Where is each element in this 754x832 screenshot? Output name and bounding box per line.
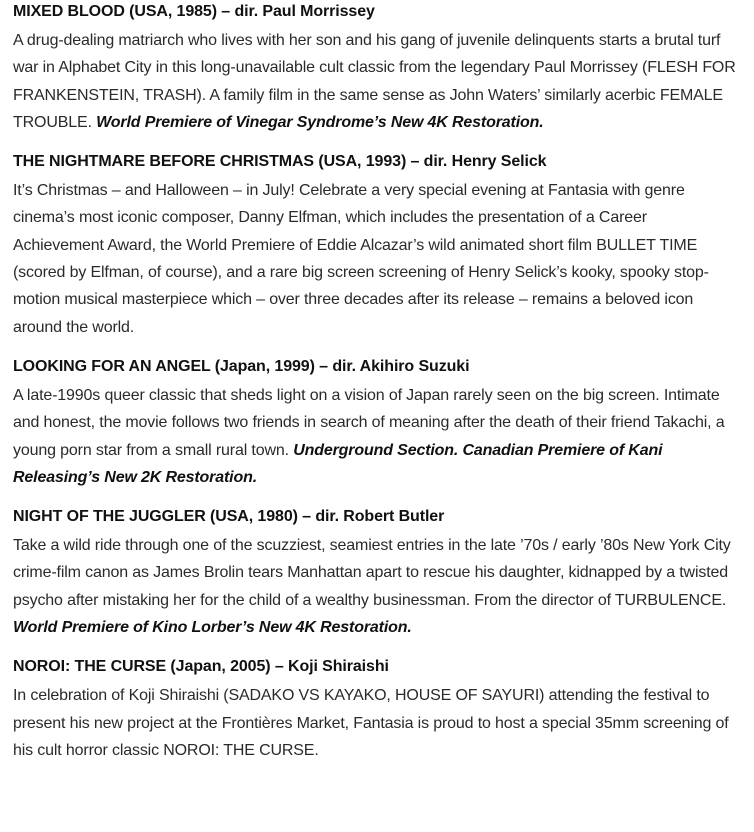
- film-premiere-note: World Premiere of Kino Lorber’s New 4K Restoration.: [13, 619, 412, 637]
- film-description-block: [13, 382, 740, 491]
- film-description: Take a wild ride through one of the scuzziest, seamiest entries in the late ’70s / early ’80s New York City crime-film canon as James Brolin tears Manhattan apart to rescue his daughter, kidnapped by a twisted psycho after mistaking her for the child of a wealthy businessman. From the director of TURBULENCE.: [13, 537, 731, 609]
- film-entry-nightmare-before-christmas: [13, 150, 740, 341]
- film-description-block: [13, 27, 740, 136]
- film-description: A late-1990s queer classic that sheds light on a vision of Japan rarely seen on the big screen. Intimate and honest, the movie follows two friends in search of meaning after the death of their friend Takachi, a young porn star from a small rural town.: [13, 386, 725, 459]
- film-description: A drug-dealing matriarch who lives with her son and his gang of juvenile delinquents starts a brutal turf war in Alphabet City in this long-unavailable cult classic from the legendary Paul Morrissey (FLESH FOR FRANKENSTEIN, TRASH). A family film in the same sense as John Waters’ similarly acerbic FEMALE TROUBLE.: [13, 32, 736, 131]
- film-entry-night-of-the-juggler: [13, 505, 740, 641]
- film-entry-looking-for-an-angel: [13, 355, 740, 491]
- film-description-block: [13, 532, 740, 641]
- film-premiere-note: Underground Section. Canadian Premiere of Kani Releasing’s New 2K Restoration.: [13, 441, 663, 486]
- film-title: NIGHT OF THE JUGGLER (USA, 1980) – dir. Robert Butler: [13, 508, 445, 526]
- film-description-block: [13, 177, 740, 341]
- film-description-block: [13, 682, 740, 764]
- film-entry-noroi-the-curse: [13, 655, 740, 764]
- film-title: THE NIGHTMARE BEFORE CHRISTMAS (USA, 1993) – dir. Henry Selick: [13, 153, 547, 171]
- film-description: It’s Christmas – and Halloween – in July! Celebrate a very special evening at Fantasia with genre cinema’s most iconic composer, Danny Elfman, which includes the presentation of a Career Achievement Award, the World Premiere of Eddie Alcazar’s wild animated short film BULLET TIME (scored by Elfman, of course), and a rare big screen screening of Henry Selick’s kooky, spooky stop-motion musical masterpiece which – over three decades after its release – remains a beloved icon around the world.: [13, 182, 709, 336]
- film-title: MIXED BLOOD (USA, 1985) – dir. Paul Morrissey: [13, 3, 375, 20]
- film-description: In celebration of Koji Shiraishi (SADAKO VS KAYAKO, HOUSE OF SAYURI) attending the festival to present his new project at the Frontières Market, Fantasia is proud to host a special 35mm screening of his cult horror classic NOROI: THE CURSE.: [13, 687, 729, 759]
- film-title: NOROI: THE CURSE (Japan, 2005) – Koji Shiraishi: [13, 658, 389, 676]
- film-title: LOOKING FOR AN ANGEL (Japan, 1999) – dir. Akihiro Suzuki: [13, 357, 470, 375]
- film-premiere-note: World Premiere of Vinegar Syndrome’s New 4K Restoration.: [96, 113, 544, 131]
- film-entry-mixed-blood: [13, 0, 740, 136]
